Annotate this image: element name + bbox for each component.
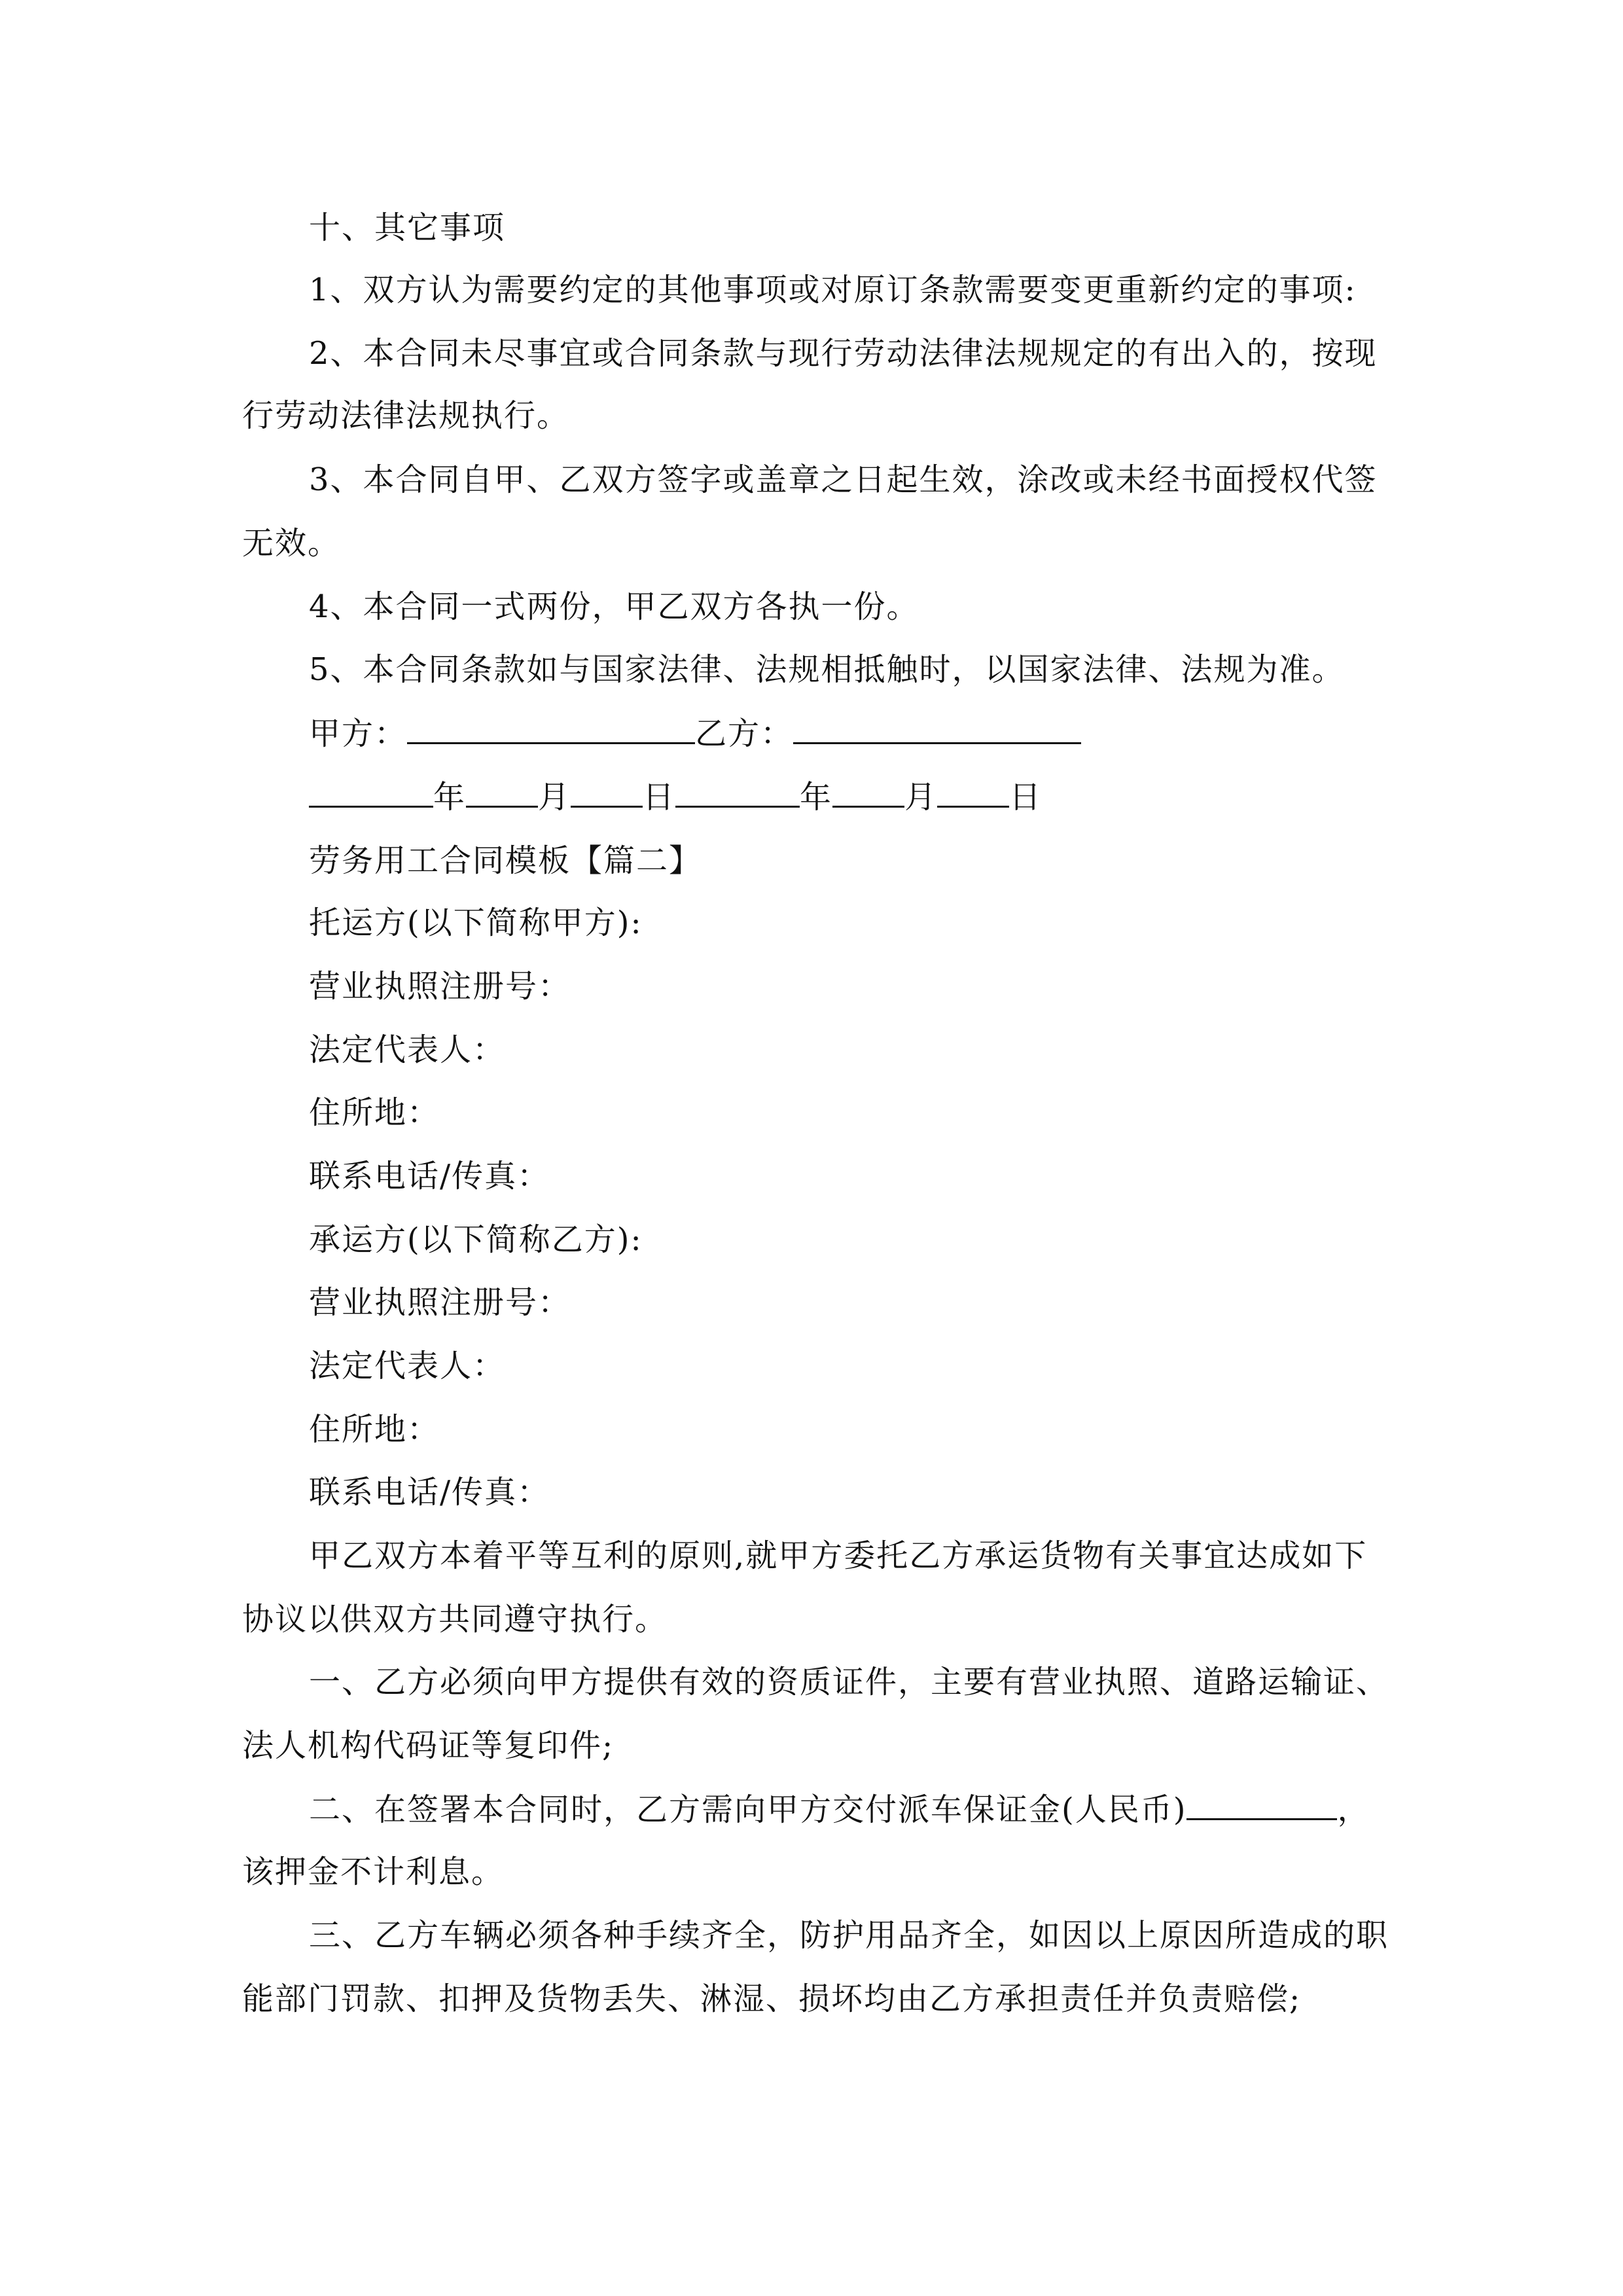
item-3-line1: 3、本合同自甲、乙双方签字或盖章之日起生效，涂改或未经书面授权代签 [309, 461, 1378, 498]
date-a-day-label: 日 [643, 779, 676, 816]
clause-2-line1-row [309, 1789, 1370, 1829]
date-b-month-blank [832, 777, 904, 808]
consignor-address: 住所地： [309, 1094, 440, 1131]
carrier-reg-no: 营业执照注册号： [309, 1284, 571, 1321]
date-line [309, 777, 1042, 817]
signature-line [309, 713, 1081, 753]
carrier-label: 承运方(以下简称乙方): [309, 1221, 643, 1258]
carrier-address: 住所地： [309, 1411, 440, 1448]
item-1: 1、双方认为需要约定的其他事项或对原订条款需要变更重新约定的事项: [309, 272, 1357, 308]
clause-2-line1: 二、在签署本合同时，乙方需向甲方交付派车保证金(人民币) [309, 1791, 1187, 1828]
date-a-day-blank [571, 777, 643, 808]
carrier-phone: 联系电话/传真： [309, 1474, 550, 1511]
date-b-day-blank [937, 777, 1009, 808]
item-4: 4、本合同一式两份，甲乙双方各执一份。 [309, 588, 919, 625]
consignor-phone: 联系电话/传真： [309, 1158, 550, 1194]
section-two-heading: 劳务用工合同模板【篇二】 [309, 842, 702, 879]
date-b-year-label: 年 [800, 779, 833, 816]
consignor-legal-rep: 法定代表人： [309, 1031, 506, 1068]
clause-1-line1: 一、乙方必须向甲方提供有效的资质证件，主要有营业执照、道路运输证、 [309, 1664, 1389, 1700]
date-b-day-label: 日 [1009, 779, 1043, 816]
consignor-reg-no: 营业执照注册号： [309, 968, 571, 1005]
date-b-year-blank [675, 777, 800, 808]
date-a-month-blank [466, 777, 538, 808]
section-ten-title: 十、其它事项 [309, 209, 506, 246]
date-b-month-label: 月 [904, 779, 938, 816]
date-a-year-label: 年 [433, 779, 467, 816]
party-b-blank [793, 713, 1081, 744]
party-a-blank [407, 713, 695, 744]
deposit-amount-blank [1186, 1789, 1337, 1820]
date-a-year-blank [309, 777, 433, 808]
intro-line1: 甲乙双方本着平等互利的原则,就甲方委托乙方承运货物有关事宜达成如下 [309, 1537, 1368, 1574]
clause-1-line2: 法人机构代码证等复印件; [242, 1727, 615, 1764]
clause-2-line2: 该押金不计利息。 [242, 1854, 505, 1890]
item-3-line2: 无效。 [242, 525, 341, 562]
intro-line2: 协议以供双方共同遵守执行。 [242, 1601, 668, 1638]
party-b-label: 乙方： [695, 715, 794, 752]
clause-3-line1: 三、乙方车辆必须各种手续齐全，防护用品齐全，如因以上原因所造成的职 [309, 1917, 1389, 1954]
party-a-label: 甲方： [309, 715, 408, 752]
consignor-label: 托运方(以下简称甲方): [309, 905, 643, 941]
carrier-legal-rep: 法定代表人： [309, 1348, 506, 1384]
clause-3-line2: 能部门罚款、扣押及货物丢失、淋湿、损坏均由乙方承担责任并负责赔偿; [242, 1981, 1302, 2017]
date-a-month-label: 月 [538, 779, 571, 816]
item-5: 5、本合同条款如与国家法律、法规相抵触时，以国家法律、法规为准。 [309, 651, 1345, 688]
clause-2-line1-end: ， [1337, 1791, 1370, 1828]
item-2-line2: 行劳动法律法规执行。 [242, 397, 570, 434]
item-2-line1: 2、本合同未尽事宜或合同条款与现行劳动法律法规规定的有出入的，按现 [309, 335, 1378, 372]
